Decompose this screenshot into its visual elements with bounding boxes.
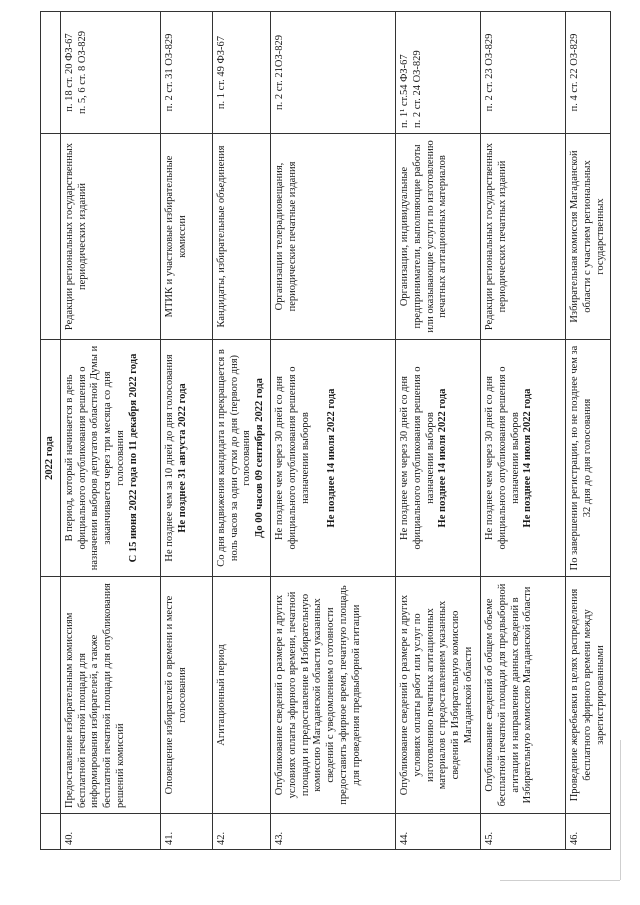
row-number: 46. [565,814,610,850]
timing-date: С 15 июня 2022 года по 11 декабря 2022 года [127,353,139,563]
timing-text: Не позднее чем через 30 дней со дня официального опубликования решения о назначении выборов [398,366,436,550]
timing-cell [480,340,565,577]
law-reference: п. 18 ст. 20 ФЗ-67 п. 5, 6 ст. 8 ОЗ-829 [60,12,160,134]
header-row [41,12,61,850]
timing-cell [212,340,270,577]
executor-text: Кандидаты, избирательные объединения [212,134,270,340]
event-text: Опубликование сведений о размере и других условиях оплаты эфирного времени, печатной площади и предоставление в Избирательную комиссию Магаданской области указанных сведений с уведомлением о готовности предоставить эфирное время, печатную площадь для проведения предвыборной агитации [270,577,395,814]
event-text: Проведение жеребьевки в целях распределения бесплатного эфирного времени между зарегистрированными [565,577,610,814]
law-reference: п. 2 ст. 21ОЗ-829 [270,12,395,134]
row-number: 44. [395,814,480,850]
table-row [212,12,270,850]
table-row [160,12,212,850]
header-year: 2022 года [41,340,61,577]
event-text: Опубликование сведений о размере и других условиях оплаты работ или услуг по изготовлению печатных агитационных материалов с предоставлением указанных сведений в Избирательную комиссию Магаданской области [395,577,480,814]
timing-text: Не позднее чем через 30 дней со дня официального опубликования решения о назначении выборов [273,366,311,550]
event-text: Предоставление избирательным комиссиям бесплатной печатной площади для информирования избирателей, а также бесплатной печатной площади для опубликования решений комиссий [60,577,160,814]
row-number: 43. [270,814,395,850]
timing-text: Со дня выдвижения кандидата и прекращается в ноль часов за одни сутки до дня (первого дня) голосования [215,349,253,567]
timing-text: Не позднее чем за 10 дней до дня голосования [163,354,175,562]
timing-cell [160,340,212,577]
timing-text: Не позднее чем через 30 дней со дня официального опубликования решения о назначении выборов [483,366,521,550]
law-reference: п. 2 ст. 23 ОЗ-829 [480,12,565,134]
timing-cell [60,340,160,577]
timing-date: Не позднее 14 июля 2022 года [326,388,338,528]
table-row [270,12,395,850]
timing-date: До 00 часов 09 сентября 2022 года [254,378,266,538]
law-reference: п. 1¹ ст.54 ФЗ-67 п. 2 ст. 24 ОЗ-829 [395,12,480,134]
timing-cell [565,340,610,577]
law-reference: п. 1 ст. 49 ФЗ-67 [212,12,270,134]
row-number: 40. [60,814,160,850]
row-number: 45. [480,814,565,850]
row-number: 41. [160,814,212,850]
table-row [565,12,610,850]
schedule-table [40,11,611,850]
executor-text: МТИК и участковые избирательные комиссии [160,134,212,340]
timing-cell [395,340,480,577]
timing-text: В период, который начинается в день официального опубликования решения о назначении выборов депутатов областной Думы и заканчивается через три месяца со дня голосования [63,345,126,571]
executor-text: Организации телерадиовещания, периодические печатные издания [270,134,395,340]
event-text: Оповещение избирателей о времени и месте голосования [160,577,212,814]
event-text: Агитационный период [212,577,270,814]
timing-date: Не позднее 14 июля 2022 года [437,388,449,528]
timing-text: По завершении регистрации, но не позднее чем за 32 дня до дня голосования [568,345,593,571]
scan-edge-mark [500,880,620,881]
scan-edge-mark [620,740,621,880]
header-cell-event [41,577,61,814]
header-cell-executor [41,134,61,340]
executor-text: Организации, индивидуальные предприниматели, выполняющие работы или оказывающие услуги по изготовлению печатных агитационных материалов [395,134,480,340]
timing-cell [270,340,395,577]
header-cell-law [41,12,61,134]
executor-text: Редакции региональных государственных периодических изданий [60,134,160,340]
event-text: Опубликование сведений об общем объеме бесплатной печатной площади для предвыборной агитации и направление данных сведений в Избирательную комиссию Магаданской области [480,577,565,814]
table-row [60,12,160,850]
law-reference: п. 4 ст. 22 ОЗ-829 [565,12,610,134]
executor-text: Редакции региональных государственных периодических печатных изданий [480,134,565,340]
executor-text: Избирательная комиссия Магаданской области с участием региональных государственных [565,134,610,340]
row-number: 42. [212,814,270,850]
table-row [395,12,480,850]
header-cell-num [41,814,61,850]
timing-date: Не позднее 31 августа 2022 года [176,383,188,533]
timing-date: Не позднее 14 июля 2022 года [522,388,534,528]
law-reference: п. 2 ст. 31 ОЗ-829 [160,12,212,134]
table-row [480,12,565,850]
